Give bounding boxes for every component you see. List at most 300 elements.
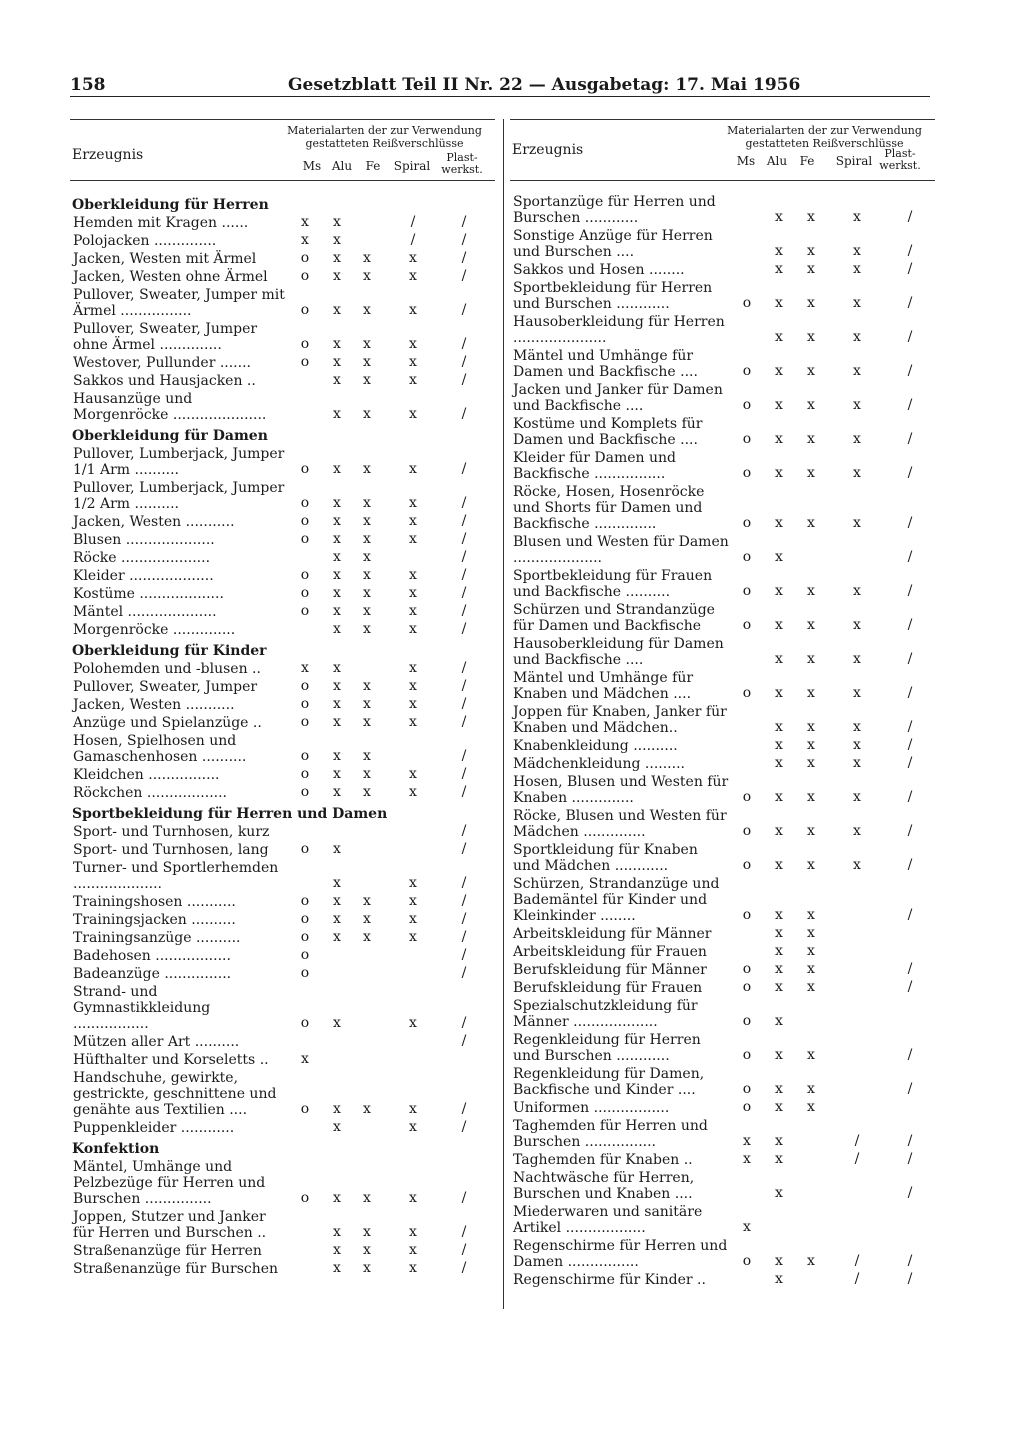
mark-spiral: x <box>409 875 417 891</box>
mark-ms: o <box>300 513 310 529</box>
product-name: Joppen für Knaben, Janker für Knaben und Mädchen.. <box>513 704 727 736</box>
table-right <box>510 119 935 1314</box>
mark-alu: x <box>333 841 341 857</box>
table-row <box>510 1203 935 1237</box>
mark-fe: x <box>363 585 371 601</box>
product-name: Jacken, Westen ........... <box>73 697 235 713</box>
product-name: Regenschirme für Kinder .. <box>513 1272 706 1288</box>
mark-plast: / <box>461 302 467 318</box>
mark-alu: x <box>333 495 341 511</box>
column-divider <box>503 119 504 1309</box>
mark-fe: x <box>363 549 371 565</box>
product-name: Hausoberkleidung für Herren ..................... <box>513 314 725 346</box>
table-row <box>70 660 495 678</box>
mark-alu: x <box>775 431 783 447</box>
table-row <box>70 859 495 893</box>
mark-ms: o <box>300 841 310 857</box>
mark-spiral: x <box>853 295 861 311</box>
mark-ms: o <box>300 336 310 352</box>
mark-plast: / <box>907 1185 913 1201</box>
mark-plast: / <box>907 755 913 771</box>
mark-ms: o <box>742 363 752 379</box>
mark-plast: / <box>461 214 467 230</box>
table-row <box>510 841 935 875</box>
mark-ms: o <box>300 1015 310 1031</box>
mark-plast: / <box>907 685 913 701</box>
product-name: Jacken, Westen ohne Ärmel <box>73 269 268 285</box>
mark-fe: x <box>807 209 815 225</box>
mark-ms: o <box>300 784 310 800</box>
mark-alu: x <box>333 214 341 230</box>
table-row <box>70 531 495 549</box>
header-ms: Ms <box>736 154 756 168</box>
mark-spiral: x <box>853 737 861 753</box>
table-body-right <box>510 181 935 1289</box>
mark-alu: x <box>775 1013 783 1029</box>
mark-alu: x <box>775 583 783 599</box>
mark-plast: / <box>461 875 467 891</box>
mark-spiral: x <box>409 250 417 266</box>
mark-ms: x <box>301 1051 309 1067</box>
header-fe: Fe <box>365 159 381 173</box>
table-row <box>510 449 935 483</box>
mark-ms: o <box>300 947 310 963</box>
table-row <box>70 354 495 372</box>
mark-plast: / <box>907 397 913 413</box>
table-row <box>510 1271 935 1289</box>
mark-fe: x <box>807 1047 815 1063</box>
product-name: Sport- und Turnhosen, lang <box>73 842 269 858</box>
table-row <box>510 1151 935 1169</box>
product-name: Mädchenkleidung ......... <box>513 756 685 772</box>
mark-fe: x <box>807 583 815 599</box>
mark-ms: x <box>301 214 309 230</box>
mark-fe: x <box>363 461 371 477</box>
product-name: Schürzen, Strandanzüge und Bademäntel für Kinder und Kleinkinder ........ <box>513 876 720 924</box>
mark-plast: / <box>461 1033 467 1049</box>
header-materials: Materialarten der zur Verwendung gestatteten Reißverschlüsse <box>727 124 922 150</box>
mark-fe: x <box>807 1081 815 1097</box>
mark-plast: / <box>461 1101 467 1117</box>
mark-alu: x <box>775 1253 783 1269</box>
mark-alu: x <box>775 397 783 413</box>
mark-spiral: x <box>409 1224 417 1240</box>
mark-plast: / <box>907 907 913 923</box>
mark-alu: x <box>775 979 783 995</box>
mark-plast: / <box>907 857 913 873</box>
mark-fe: x <box>363 567 371 583</box>
mark-ms: o <box>742 1081 752 1097</box>
table-row <box>510 737 935 755</box>
table-row <box>70 1119 495 1137</box>
mark-alu: x <box>775 907 783 923</box>
mark-alu: x <box>775 1081 783 1097</box>
table-row <box>70 286 495 320</box>
product-name: Westover, Pullunder ....... <box>73 355 251 371</box>
table-row <box>510 1099 935 1117</box>
mark-plast: / <box>461 947 467 963</box>
mark-fe: x <box>807 465 815 481</box>
product-name: Schürzen und Strandanzüge für Damen und Backfische <box>513 602 715 634</box>
mark-plast: / <box>907 1271 913 1287</box>
product-name: Morgenröcke .............. <box>73 622 236 638</box>
table-row <box>70 678 495 696</box>
mark-alu: x <box>333 232 341 248</box>
mark-fe: x <box>363 406 371 422</box>
table-row <box>70 911 495 929</box>
mark-spiral: x <box>409 714 417 730</box>
mark-fe: x <box>363 268 371 284</box>
product-name: Hosen, Blusen und Westen für Knaben .............. <box>513 774 729 806</box>
mark-fe: x <box>363 250 371 266</box>
mark-plast: / <box>907 979 913 995</box>
table-row <box>510 347 935 381</box>
table-row <box>70 621 495 639</box>
mark-alu: x <box>333 621 341 637</box>
mark-fe: x <box>807 907 815 923</box>
mark-ms: o <box>742 1099 752 1115</box>
mark-ms: o <box>300 603 310 619</box>
mark-fe: x <box>807 295 815 311</box>
mark-spiral: x <box>409 336 417 352</box>
product-name: Mäntel und Umhänge für Damen und Backfische .... <box>513 348 698 380</box>
mark-ms: o <box>742 431 752 447</box>
table-row <box>510 1065 935 1099</box>
mark-alu: x <box>333 660 341 676</box>
mark-ms: x <box>743 1151 751 1167</box>
mark-plast: / <box>907 515 913 531</box>
mark-plast: / <box>907 209 913 225</box>
mark-alu: x <box>775 755 783 771</box>
mark-plast: / <box>461 714 467 730</box>
table-row <box>70 983 495 1033</box>
mark-ms: x <box>301 232 309 248</box>
mark-fe: x <box>807 755 815 771</box>
mark-alu: x <box>333 531 341 547</box>
mark-fe: x <box>807 925 815 941</box>
table-row <box>510 943 935 961</box>
mark-alu: x <box>333 714 341 730</box>
mark-fe: x <box>363 354 371 370</box>
table-row <box>510 193 935 227</box>
mark-spiral: x <box>409 495 417 511</box>
product-name: Puppenkleider ............ <box>73 1120 235 1136</box>
product-name: Hüfthalter und Korseletts .. <box>73 1052 269 1068</box>
mark-plast: / <box>907 583 913 599</box>
product-name: Joppen, Stutzer und Janker für Herren und Burschen .. <box>73 1209 267 1241</box>
mark-alu: x <box>775 857 783 873</box>
mark-ms: o <box>742 617 752 633</box>
product-name: Hausanzüge und Morgenröcke ..................... <box>73 391 267 423</box>
mark-fe: x <box>807 943 815 959</box>
mark-plast: / <box>461 1242 467 1258</box>
mark-fe: x <box>807 243 815 259</box>
mark-plast: / <box>461 461 467 477</box>
mark-spiral: / <box>854 1133 860 1149</box>
mark-spiral: x <box>409 406 417 422</box>
mark-plast: / <box>461 1224 467 1240</box>
mark-spiral: x <box>853 397 861 413</box>
product-name: Strand- und Gymnastikkleidung ................. <box>73 984 211 1032</box>
table-row <box>70 513 495 531</box>
mark-alu: x <box>333 250 341 266</box>
product-name: Mützen aller Art .......... <box>73 1034 240 1050</box>
product-name: Trainingshosen ........... <box>73 894 236 910</box>
product-name: Pullover, Sweater, Jumper ohne Ärmel .............. <box>73 321 258 353</box>
mark-plast: / <box>907 961 913 977</box>
mark-ms: o <box>300 585 310 601</box>
mark-spiral: x <box>409 660 417 676</box>
mark-plast: / <box>907 1151 913 1167</box>
table-row <box>70 947 495 965</box>
mark-ms: o <box>742 907 752 923</box>
mark-spiral: x <box>853 261 861 277</box>
product-name: Sport- und Turnhosen, kurz <box>73 824 270 840</box>
mark-fe: x <box>807 789 815 805</box>
mark-alu: x <box>775 617 783 633</box>
mark-fe: x <box>363 748 371 764</box>
product-name: Uniformen ................. <box>513 1100 670 1116</box>
section-heading: Oberkleidung für Damen <box>72 428 268 444</box>
table-header-left <box>70 119 495 181</box>
mark-alu: x <box>333 268 341 284</box>
mark-ms: o <box>300 302 310 318</box>
mark-plast: / <box>907 651 913 667</box>
mark-plast: / <box>907 1133 913 1149</box>
product-name: Röckchen .................. <box>73 785 228 801</box>
mark-plast: / <box>461 354 467 370</box>
table-row <box>70 1033 495 1051</box>
header-alu: Alu <box>766 154 788 168</box>
mark-plast: / <box>907 789 913 805</box>
mark-ms: o <box>300 929 310 945</box>
header-rule <box>70 96 930 97</box>
mark-spiral: x <box>409 678 417 694</box>
mark-alu: x <box>775 1047 783 1063</box>
mark-spiral: x <box>853 431 861 447</box>
mark-alu: x <box>333 406 341 422</box>
header-plast: Plast-werkst. <box>879 147 921 172</box>
product-name: Kleidchen ................ <box>73 767 220 783</box>
mark-plast: / <box>461 336 467 352</box>
mark-alu: x <box>333 513 341 529</box>
mark-ms: o <box>300 696 310 712</box>
mark-spiral: x <box>409 354 417 370</box>
mark-alu: x <box>333 1242 341 1258</box>
mark-alu: x <box>775 549 783 565</box>
header-fe: Fe <box>799 154 815 168</box>
product-name: Taghemden für Knaben .. <box>513 1152 693 1168</box>
mark-ms: x <box>743 1133 751 1149</box>
product-name: Pullover, Lumberjack, Jumper 1/1 Arm .......... <box>73 446 285 478</box>
mark-spiral: x <box>409 1119 417 1135</box>
table-row <box>510 381 935 415</box>
product-name: Miederwaren und sanitäre Artikel .................. <box>513 1204 703 1236</box>
mark-spiral: x <box>409 1260 417 1276</box>
table-row <box>70 214 495 232</box>
page-title: Gesetzblatt Teil II Nr. 22 — Ausgabetag: 17. Mai 1956 <box>288 75 801 95</box>
product-name: Straßenanzüge für Burschen <box>73 1261 279 1277</box>
product-name: Arbeitskleidung für Frauen <box>513 944 707 960</box>
mark-ms: o <box>300 678 310 694</box>
mark-fe: x <box>363 495 371 511</box>
mark-fe: x <box>807 431 815 447</box>
mark-ms: o <box>742 685 752 701</box>
product-name: Mäntel und Umhänge für Knaben und Mädchen .... <box>513 670 694 702</box>
mark-spiral: x <box>409 585 417 601</box>
table-row <box>70 1069 495 1119</box>
mark-fe: x <box>363 1190 371 1206</box>
mark-plast: / <box>907 1253 913 1269</box>
table-row <box>510 533 935 567</box>
mark-alu: x <box>775 261 783 277</box>
mark-spiral: x <box>853 617 861 633</box>
mark-ms: o <box>742 397 752 413</box>
mark-alu: x <box>775 363 783 379</box>
product-name: Mäntel .................... <box>73 604 217 620</box>
product-name: Regenkleidung für Damen, Backfische und Kinder .... <box>513 1066 705 1098</box>
table-row <box>510 925 935 943</box>
mark-plast: / <box>461 841 467 857</box>
product-name: Röcke, Hosen, Hosenröcke und Shorts für Damen und Backfische .............. <box>513 484 705 532</box>
mark-alu: x <box>333 302 341 318</box>
mark-spiral: x <box>409 567 417 583</box>
product-name: Sonstige Anzüge für Herren und Burschen .... <box>513 228 713 260</box>
section-heading: Oberkleidung für Herren <box>72 197 269 213</box>
mark-spiral: x <box>409 696 417 712</box>
mark-ms: o <box>742 823 752 839</box>
mark-alu: x <box>333 1015 341 1031</box>
mark-alu: x <box>775 925 783 941</box>
mark-fe: x <box>363 1260 371 1276</box>
table-row <box>510 261 935 279</box>
product-name: Kostüme ................... <box>73 586 224 602</box>
product-name: Arbeitskleidung für Männer <box>513 926 712 942</box>
mark-plast: / <box>907 431 913 447</box>
mark-plast: / <box>461 965 467 981</box>
mark-alu: x <box>775 243 783 259</box>
table-row <box>510 755 935 773</box>
table-row <box>510 875 935 925</box>
table-row <box>510 979 935 997</box>
mark-plast: / <box>461 660 467 676</box>
table-row <box>70 823 495 841</box>
mark-ms: o <box>742 979 752 995</box>
mark-alu: x <box>333 784 341 800</box>
mark-plast: / <box>907 549 913 565</box>
mark-spiral: x <box>853 329 861 345</box>
product-name: Taghemden für Herren und Burschen ................ <box>513 1118 708 1150</box>
mark-spiral: x <box>409 911 417 927</box>
mark-spiral: x <box>853 651 861 667</box>
product-name: Röcke .................... <box>73 550 211 566</box>
mark-plast: / <box>907 295 913 311</box>
mark-spiral: x <box>853 685 861 701</box>
mark-ms: o <box>300 893 310 909</box>
table-row <box>70 929 495 947</box>
mark-ms: o <box>742 295 752 311</box>
product-name: Berufskleidung für Frauen <box>513 980 703 996</box>
table-row <box>70 1051 495 1069</box>
mark-plast: / <box>461 603 467 619</box>
product-name: Röcke, Blusen und Westen für Mädchen .............. <box>513 808 727 840</box>
product-name: Turner- und Sportlerhemden .................... <box>73 860 279 892</box>
mark-ms: o <box>300 567 310 583</box>
mark-ms: o <box>300 965 310 981</box>
table-row <box>70 965 495 983</box>
table-row <box>70 1242 495 1260</box>
table-row <box>70 390 495 424</box>
table-row <box>510 669 935 703</box>
table-row <box>510 415 935 449</box>
mark-plast: / <box>907 617 913 633</box>
product-name: Badeanzüge ............... <box>73 966 232 982</box>
mark-alu: x <box>333 461 341 477</box>
product-name: Hemden mit Kragen ...... <box>73 215 249 231</box>
table-row <box>70 1158 495 1208</box>
mark-spiral: x <box>409 1015 417 1031</box>
mark-plast: / <box>461 823 467 839</box>
mark-spiral: x <box>409 302 417 318</box>
mark-spiral: x <box>853 465 861 481</box>
product-name: Hausoberkleidung für Damen und Backfische .... <box>513 636 724 668</box>
mark-plast: / <box>461 268 467 284</box>
table-row <box>70 372 495 390</box>
mark-fe: x <box>363 302 371 318</box>
product-name: Berufskleidung für Männer <box>513 962 707 978</box>
section-heading: Sportbekleidung für Herren und Damen <box>72 806 388 822</box>
section-heading: Oberkleidung für Kinder <box>72 643 267 659</box>
mark-fe: x <box>363 893 371 909</box>
mark-plast: / <box>461 549 467 565</box>
mark-fe: x <box>807 737 815 753</box>
mark-plast: / <box>461 531 467 547</box>
header-ms: Ms <box>302 159 322 173</box>
mark-fe: x <box>807 651 815 667</box>
section-heading: Konfektion <box>72 1141 160 1157</box>
mark-ms: o <box>300 766 310 782</box>
header-product: Erzeugnis <box>72 147 144 163</box>
table-row <box>510 483 935 533</box>
mark-alu: x <box>333 603 341 619</box>
mark-alu: x <box>775 943 783 959</box>
table-row <box>70 549 495 567</box>
mark-fe: x <box>807 979 815 995</box>
mark-fe: x <box>363 603 371 619</box>
table-row <box>70 732 495 766</box>
product-name: Jacken, Westen ........... <box>73 514 235 530</box>
mark-ms: o <box>742 583 752 599</box>
table-row <box>70 445 495 479</box>
mark-alu: x <box>775 823 783 839</box>
mark-spiral: x <box>853 755 861 771</box>
mark-alu: x <box>333 1101 341 1117</box>
page-number: 158 <box>70 75 106 95</box>
table-row <box>70 268 495 286</box>
mark-fe: x <box>807 397 815 413</box>
mark-fe: x <box>807 261 815 277</box>
mark-spiral: x <box>409 603 417 619</box>
mark-fe: x <box>363 696 371 712</box>
table-row <box>70 841 495 859</box>
header-alu: Alu <box>331 159 353 173</box>
product-name: Pullover, Lumberjack, Jumper 1/2 Arm .......... <box>73 480 285 512</box>
table-row <box>70 232 495 250</box>
mark-spiral: / <box>410 232 416 248</box>
mark-alu: x <box>775 1185 783 1201</box>
mark-alu: x <box>333 893 341 909</box>
mark-plast: / <box>461 678 467 694</box>
